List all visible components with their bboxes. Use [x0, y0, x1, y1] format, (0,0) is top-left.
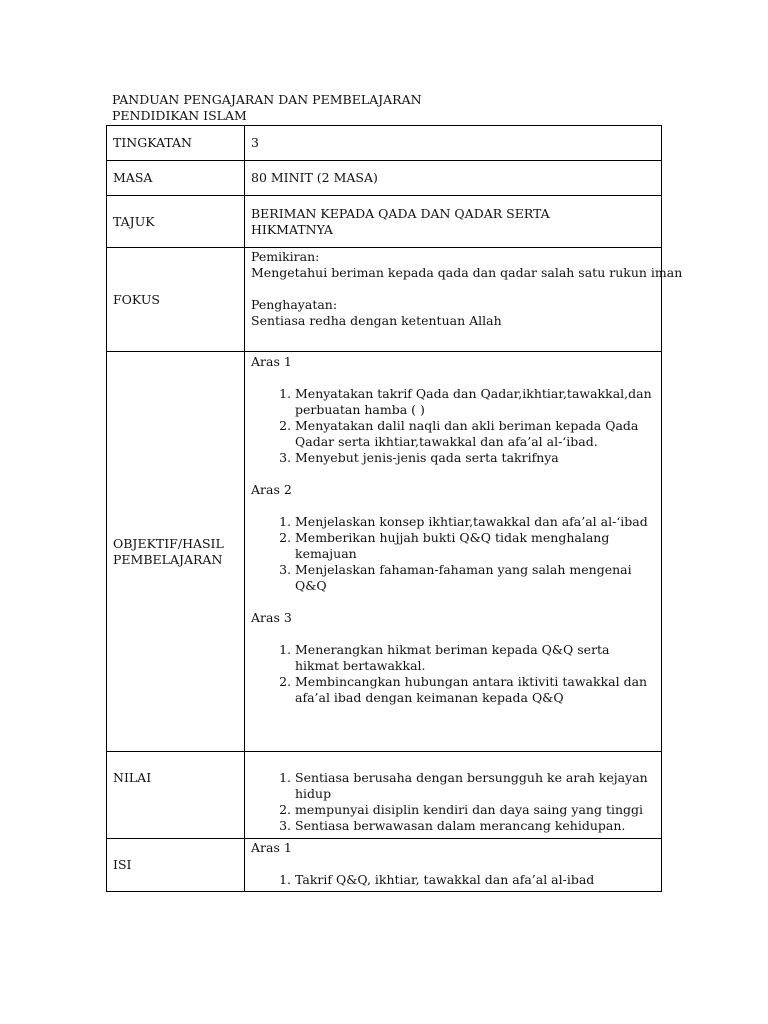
penghayatan-label: Penghayatan:	[251, 297, 338, 312]
isi-list	[251, 872, 657, 888]
document-header	[112, 92, 422, 124]
list-item: 3. Menyebut jenis-jenis qada serta takrifnya	[295, 450, 657, 466]
row-objektif	[107, 352, 662, 752]
aras1-title: Aras 1	[251, 354, 292, 369]
list-item: 1. Takrif Q&Q, ikhtiar, tawakkal dan afa’al al-ibad	[295, 872, 657, 888]
list-item: 1. Menyatakan takrif Qada dan Qadar,ikhtiar,tawakkal,dan perbuatan hamba ( )	[295, 386, 657, 418]
aras2-title: Aras 2	[251, 482, 292, 497]
aras3-title: Aras 3	[251, 610, 292, 625]
pemikiran-label: Pemikiran:	[251, 249, 320, 264]
list-item: 1. Sentiasa berusaha dengan bersungguh ke arah kejayan hidup	[295, 770, 657, 802]
nilai-list	[251, 770, 657, 834]
aras3-list	[251, 642, 657, 706]
document-title-line2: PENDIDIKAN ISLAM	[112, 108, 247, 123]
label-isi: ISI	[107, 839, 245, 892]
label-tingkatan: TINGKATAN	[107, 126, 245, 161]
tajuk-line1: BERIMAN KEPADA QADA DAN QADAR SERTA	[251, 205, 550, 221]
list-item: 2. mempunyai disiplin kendiri dan daya saing yang tinggi	[295, 802, 657, 818]
row-fokus	[107, 248, 662, 352]
list-item: 2. Memberikan hujjah bukti Q&Q tidak menghalang kemajuan	[295, 530, 657, 562]
pemikiran-text: Mengetahui beriman kepada qada dan qadar salah satu rukun iman	[251, 265, 683, 280]
penghayatan-text: Sentiasa redha dengan ketentuan Allah	[251, 313, 502, 328]
value-nilai	[245, 752, 662, 839]
label-nilai: NILAI	[107, 752, 245, 839]
aras2-list	[251, 514, 657, 594]
label-tajuk: TAJUK	[107, 196, 245, 248]
value-masa: 80 MINIT (2 MASA)	[245, 161, 662, 196]
row-tajuk	[107, 196, 662, 248]
isi-aras1-title: Aras 1	[251, 840, 292, 855]
tajuk-line2: HIKMATNYA	[251, 221, 333, 237]
objektif-label-line1: OBJEKTIF/HASIL	[113, 535, 224, 551]
value-tingkatan: 3	[245, 126, 662, 161]
list-item: 1. Menjelaskan konsep ikhtiar,tawakkal dan afa’al al-‘ibad	[295, 514, 657, 530]
value-tajuk	[245, 196, 662, 248]
label-objektif	[107, 352, 245, 752]
aras1-list	[251, 386, 657, 466]
objektif-label-line2: PEMBELAJARAN	[113, 551, 223, 567]
list-item: 3. Menjelaskan fahaman-fahaman yang salah mengenai Q&Q	[295, 562, 657, 594]
lesson-plan-table	[106, 125, 683, 892]
value-fokus	[245, 248, 683, 352]
document-title-line1: PANDUAN PENGAJARAN DAN PEMBELAJARAN	[112, 92, 422, 107]
label-fokus: FOKUS	[107, 248, 245, 352]
list-item: 2. Membincangkan hubungan antara iktiviti tawakkal dan afa’al ibad dengan keimanan kepada Q&Q	[295, 674, 657, 706]
row-isi	[107, 839, 662, 892]
row-nilai	[107, 752, 662, 839]
row-masa	[107, 161, 662, 196]
value-isi	[245, 839, 662, 892]
row-tingkatan	[107, 126, 662, 161]
list-item: 3. Sentiasa berwawasan dalam merancang kehidupan.	[295, 818, 657, 834]
label-masa: MASA	[107, 161, 245, 196]
value-objektif	[245, 352, 662, 752]
list-item: 2. Menyatakan dalil naqli dan akli beriman kepada Qada Qadar serta ikhtiar,tawakkal dan afa’al al-‘ibad.	[295, 418, 657, 450]
list-item: 1. Menerangkan hikmat beriman kepada Q&Q serta hikmat bertawakkal.	[295, 642, 657, 674]
